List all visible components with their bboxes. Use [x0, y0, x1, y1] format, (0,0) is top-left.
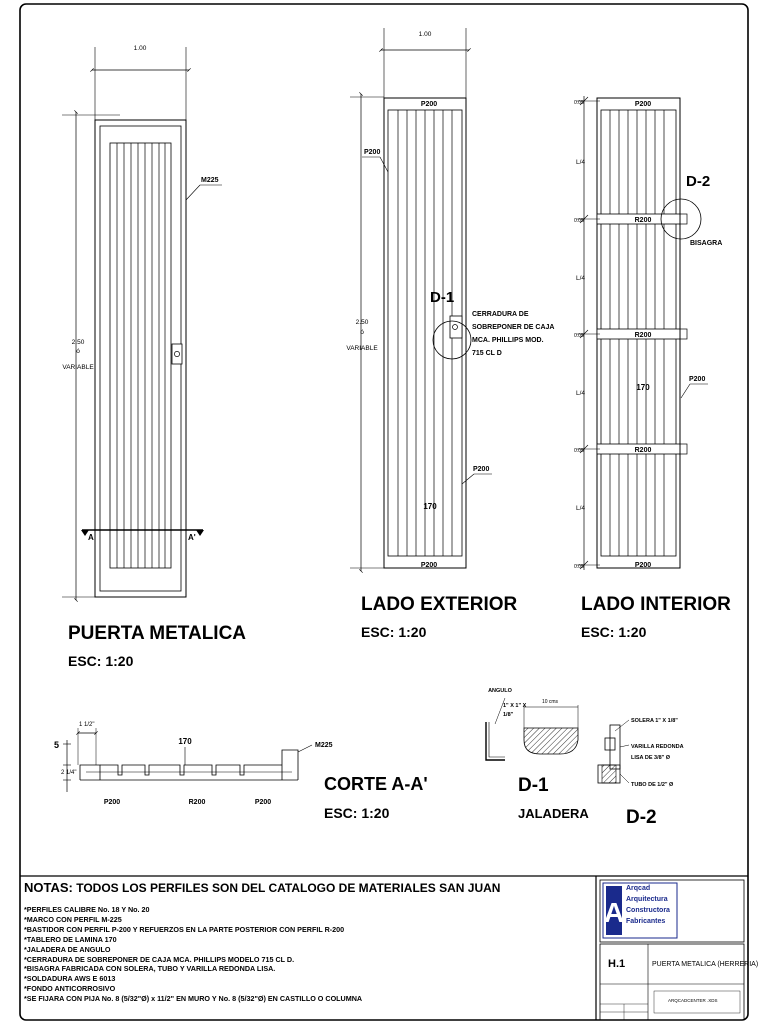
bottom-profile-label: P200: [634, 562, 652, 569]
bottom-profile-label: P200: [420, 562, 438, 569]
height-dimension-or: ó: [360, 329, 364, 336]
detail-tag-d1: D-1: [430, 289, 455, 306]
side-profile-label: P200: [364, 149, 381, 156]
logo-word: Arquitectura: [626, 896, 668, 903]
d2-note-1: SOLERA 1" X 1/8": [631, 718, 678, 724]
d2-note-3: LISA DE 3/8" Ø: [631, 755, 671, 761]
panel-label: 170: [423, 502, 437, 511]
note-item: *CERRADURA DE SOBREPONER DE CAJA MCA. PHILLIPS MODELO 715 CL D.: [24, 954, 295, 964]
note-item: *FONDO ANTICORROSIVO: [24, 984, 116, 994]
width-dimension: 1.00: [418, 31, 432, 38]
side-profile-label: P200: [689, 376, 706, 383]
lock-note-line-3: MCA. PHILLIPS MOD.: [472, 337, 544, 344]
spacing-label-2: L/4: [576, 275, 586, 282]
view-title-lado-interior: LADO INTERIOR: [581, 594, 731, 615]
lock-note-line-1: CERRADURA DE: [472, 311, 529, 318]
note-item: *JALADERA DE ANGULO: [24, 944, 111, 954]
side-profile-label-lower: P200: [473, 466, 490, 473]
door-handle: [172, 344, 182, 364]
note-item: *SOLDADURA AWS E 6013: [24, 974, 116, 984]
view-scale-puerta-metalica: ESC: 1:20: [68, 653, 134, 669]
panel-label: 170: [636, 383, 650, 392]
lock-note-line-2: SOBREPONER DE CAJA: [472, 324, 555, 331]
top-profile-label: P200: [420, 101, 438, 108]
angle-note-line-1: ANGULO: [488, 688, 512, 694]
logo-word: Arqcad: [626, 885, 651, 892]
rail-label-3: R200: [634, 447, 652, 454]
top-profile-label: P200: [634, 101, 652, 108]
note-item: *TABLERO DE LAMINA 170: [24, 934, 117, 944]
view-subtitle-d1: JALADERA: [518, 806, 589, 821]
angle-note-line-3: 1/8": [503, 712, 514, 718]
logo-word: Fabricantes: [626, 918, 666, 925]
view-scale-corte: ESC: 1:20: [324, 805, 390, 821]
frame-profile-label: M225: [201, 177, 219, 184]
height-dimension-variable: VARIABLE: [346, 345, 378, 352]
width-dimension: 1.00: [133, 45, 147, 52]
spacing-label-4: L/4: [576, 505, 586, 512]
frame-label: M225: [315, 742, 333, 749]
panel-label: 170: [178, 737, 192, 746]
view-title-lado-exterior: LADO EXTERIOR: [361, 594, 518, 615]
d2-note-2: VARILLA REDONDA: [631, 744, 684, 750]
notes-list: [24, 905, 362, 1004]
view-scale-lado-interior: ESC: 1:20: [581, 624, 647, 640]
view-title-puerta-metalica: PUERTA METALICA: [68, 623, 247, 644]
end-mark-4: 0.05: [574, 448, 584, 454]
note-item: *MARCO CON PERFIL M-225: [24, 914, 122, 924]
notes-title: [24, 880, 500, 895]
note-item: *BASTIDOR CON PERFIL P-200 Y REFUERZOS EN LA PARTE POSTERIOR CON PERFIL R-200: [24, 924, 345, 934]
view-puerta-metalica: [62, 45, 246, 669]
view-lado-exterior: [346, 28, 554, 640]
view-d2: [598, 718, 684, 828]
d1-dimension: 10 cms: [541, 699, 559, 705]
file-name: ARQCADCENTER .XDS: [668, 998, 718, 1003]
view-title-d1: D-1: [518, 775, 549, 796]
sheet-code: H.1: [608, 958, 626, 970]
view-title-corte: CORTE A-A': [324, 774, 428, 794]
view-title-d2: D-2: [626, 807, 657, 828]
view-corte: [54, 722, 428, 821]
height-dimension-variable: VARIABLE: [62, 364, 94, 371]
center-profile-label: R200: [188, 799, 206, 806]
spacing-label-3: L/4: [576, 390, 586, 397]
sheet-title: PUERTA METALICA (HERRERIA): [652, 961, 759, 968]
left-profile-label: P200: [103, 799, 121, 806]
end-mark-5: 0.05: [574, 564, 584, 570]
lock-box: [450, 316, 462, 338]
notes-heading-text: TODOS LOS PERFILES SON DEL CATALOGO DE MATERIALES SAN JUAN: [72, 881, 501, 895]
logo-wordmark: [626, 883, 678, 927]
hinge-label: BISAGRA: [690, 240, 723, 247]
right-profile-label: P200: [254, 799, 272, 806]
end-mark-2: 0.05: [574, 218, 584, 224]
section-mark-a: A: [88, 533, 94, 542]
view-lado-interior: [574, 96, 731, 640]
rail-label-2: R200: [634, 332, 652, 339]
detail-tag-d2: D-2: [686, 173, 711, 190]
hatched-handle-section: [524, 728, 578, 754]
notes-heading: NOTAS:: [24, 880, 73, 895]
view-scale-lado-exterior: ESC: 1:20: [361, 624, 427, 640]
height-dimension-value: 2.50: [355, 319, 369, 326]
dim-top: 1 1/2": [79, 722, 95, 728]
end-mark-3: 0.05: [574, 333, 584, 339]
height-dimension-or: ó: [76, 348, 80, 355]
section-mark-a-prime: A': [188, 533, 196, 542]
rail-label-1: R200: [634, 217, 652, 224]
spacing-label-1: L/4: [576, 159, 586, 166]
note-item: *BISAGRA FABRICADA CON SOLERA, TUBO Y VARILLA REDONDA LISA.: [24, 964, 276, 974]
end-mark-1: 0.05: [574, 100, 584, 106]
dim-side: 2 1/4": [61, 770, 77, 776]
note-item: *PERFILES CALIBRE No. 18 Y No. 20: [24, 905, 150, 914]
note-item: *SE FIJARA CON PIJA No. 8 (5/32"Ø) x 11/2" EN MURO Y No. 8 (5/32"Ø) EN CASTILLO O COLUMNA: [24, 994, 363, 1004]
angle-note-line-2: 1" X 1" X: [503, 703, 527, 709]
lock-note-line-4: 715 CL D: [472, 350, 502, 357]
d2-note-4: TUBO DE 1/2" Ø: [631, 782, 674, 788]
dim-left: 5: [54, 740, 60, 750]
view-d1: [486, 688, 589, 821]
logo-letter: A: [603, 897, 625, 928]
logo-word: Constructora: [626, 907, 670, 914]
height-dimension-value: 2.50: [71, 339, 85, 346]
